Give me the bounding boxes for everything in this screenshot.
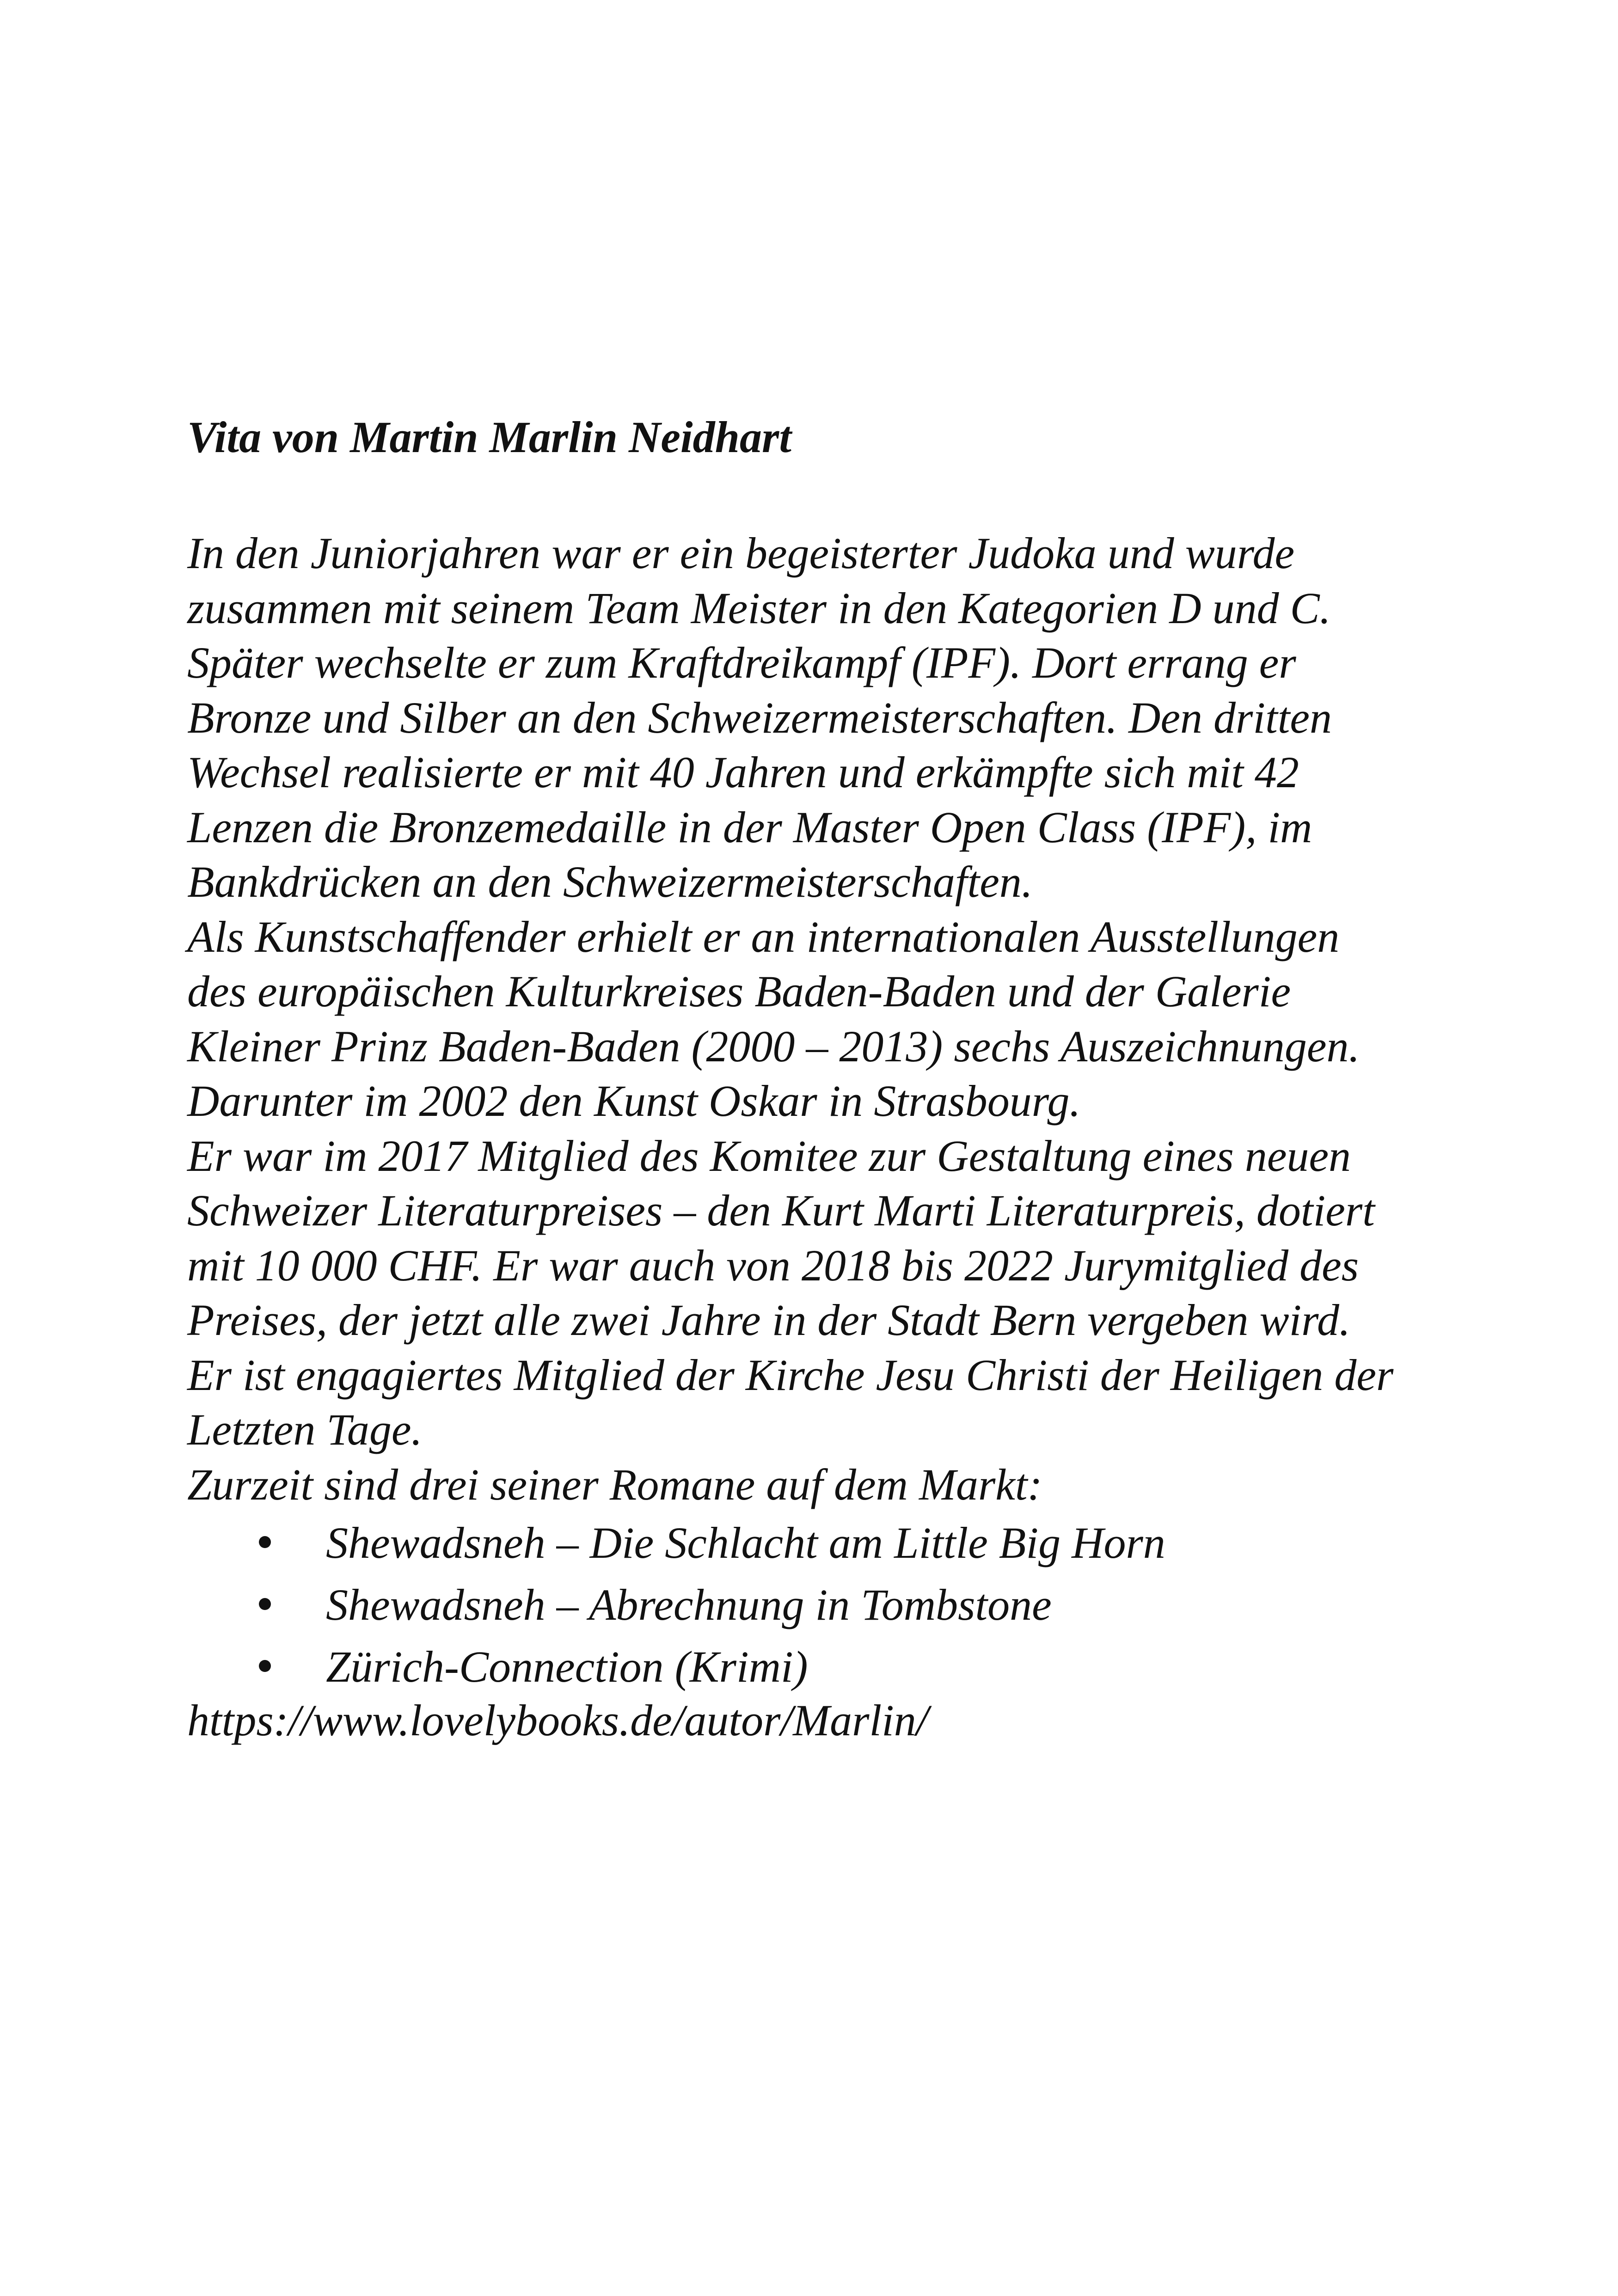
bullet-icon [259,1598,271,1610]
paragraph-line: Preises, der jetzt alle zwei Jahre in der Stadt Bern vergeben wird. [187,1295,1350,1345]
paragraph-line: zusammen mit seinem Team Meister in den Kategorien D und C. [187,583,1331,633]
bullet-icon [259,1536,271,1548]
paragraph-line: Bronze und Silber an den Schweizermeisterschaften. Den dritten [187,692,1332,742]
list-item [187,1636,1482,1698]
bullet-icon [259,1660,271,1672]
vita-body [187,526,1482,1748]
page-title: Vita von Martin Marlin Neidhart [187,412,792,462]
book-title: Zürich-Connection (Krimi) [326,1642,808,1691]
list-item [187,1574,1482,1636]
paragraph-line: Letzten Tage. [187,1405,423,1454]
paragraph-line: des europäischen Kulturkreises Baden-Baden und der Galerie [187,967,1291,1016]
paragraph-line: Er war im 2017 Mitglied des Komitee zur Gestaltung eines neuen [187,1131,1351,1181]
paragraph-line: Schweizer Literaturpreises – den Kurt Marti Literaturpreis, dotiert [187,1186,1375,1235]
paragraph-line: Er ist engagiertes Mitglied der Kirche Jesu Christi der Heiligen der [187,1350,1394,1400]
paragraph-line: Bankdrücken an den Schweizermeisterschaften. [187,857,1033,906]
paragraph-line: Kleiner Prinz Baden-Baden (2000 – 2013) sechs Auszeichnungen. [187,1021,1360,1071]
book-title: Shewadsneh – Die Schlacht am Little Big Horn [326,1518,1165,1567]
paragraph-line: Wechsel realisierte er mit 40 Jahren und erkämpfte sich mit 42 [187,747,1299,797]
book-list [187,1512,1482,1698]
book-title: Shewadsneh – Abrechnung in Tombstone [326,1580,1052,1629]
paragraph-line: Als Kunstschaffender erhielt er an internationalen Ausstellungen [187,912,1340,961]
paragraph-line: Lenzen die Bronzemedaille in der Master Open Class (IPF), im [187,802,1312,852]
paragraph-line: In den Juniorjahren war er ein begeisterter Judoka und wurde [187,528,1295,578]
paragraph-line: mit 10 000 CHF. Er war auch von 2018 bis 2022 Jurymitglied des [187,1240,1359,1290]
paragraph-line: Zurzeit sind drei seiner Romane auf dem Markt: [187,1459,1042,1509]
author-url: https://www.lovelybooks.de/autor/Marlin/ [187,1696,929,1745]
paragraph-line: Darunter im 2002 den Kunst Oskar in Strasbourg. [187,1076,1081,1126]
list-item [187,1512,1482,1574]
paragraph-line: Später wechselte er zum Kraftdreikampf (IPF). Dort errang er [187,638,1296,687]
